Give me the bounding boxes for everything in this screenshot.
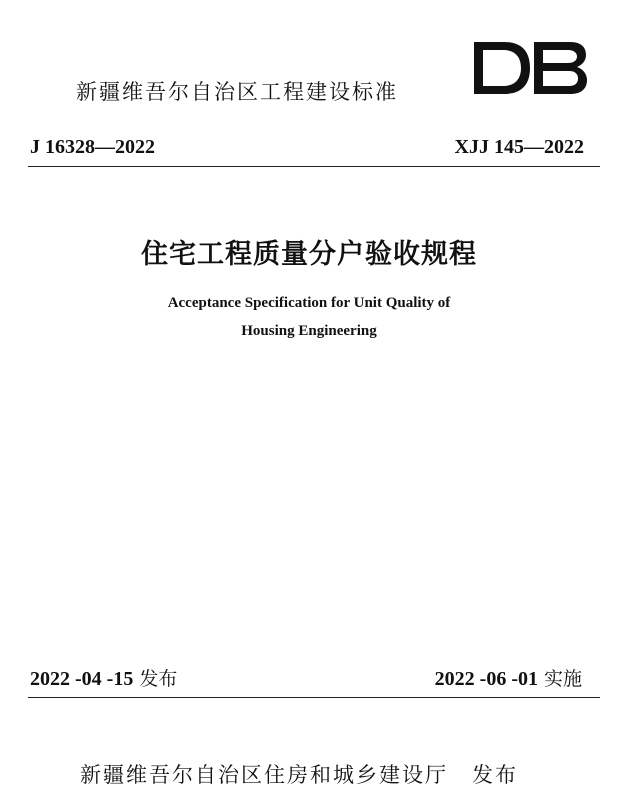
bottom-divider [28,697,600,698]
db-logo-d [474,42,530,94]
standard-category: 新疆维吾尔自治区工程建设标准 [76,80,398,104]
english-title [0,289,618,345]
issuer-name: 新疆维吾尔自治区住房和城乡建设厅 [80,763,448,787]
effective-date-block [435,664,582,691]
issue-date-block [30,664,177,691]
issuer-issued-label: 发布 [472,763,518,787]
top-divider [28,166,600,167]
db-logo [470,38,590,98]
issue-date: 2022 -04 -15 [30,668,134,690]
english-title-line-2: Housing Engineering [241,323,377,339]
db-logo-b [534,42,587,94]
effective-date: 2022 -06 -01 [434,668,538,690]
issuer-block [80,759,518,789]
record-number: J 16328—2022 [30,136,155,158]
issue-label: 发布 [139,668,178,690]
effective-label: 实施 [543,668,582,690]
document-title: 住宅工程质量分户验收规程 [141,239,477,270]
standard-number: XJJ 145—2022 [454,136,584,158]
english-title-line-1: Acceptance Specification for Unit Quality of [167,295,451,311]
